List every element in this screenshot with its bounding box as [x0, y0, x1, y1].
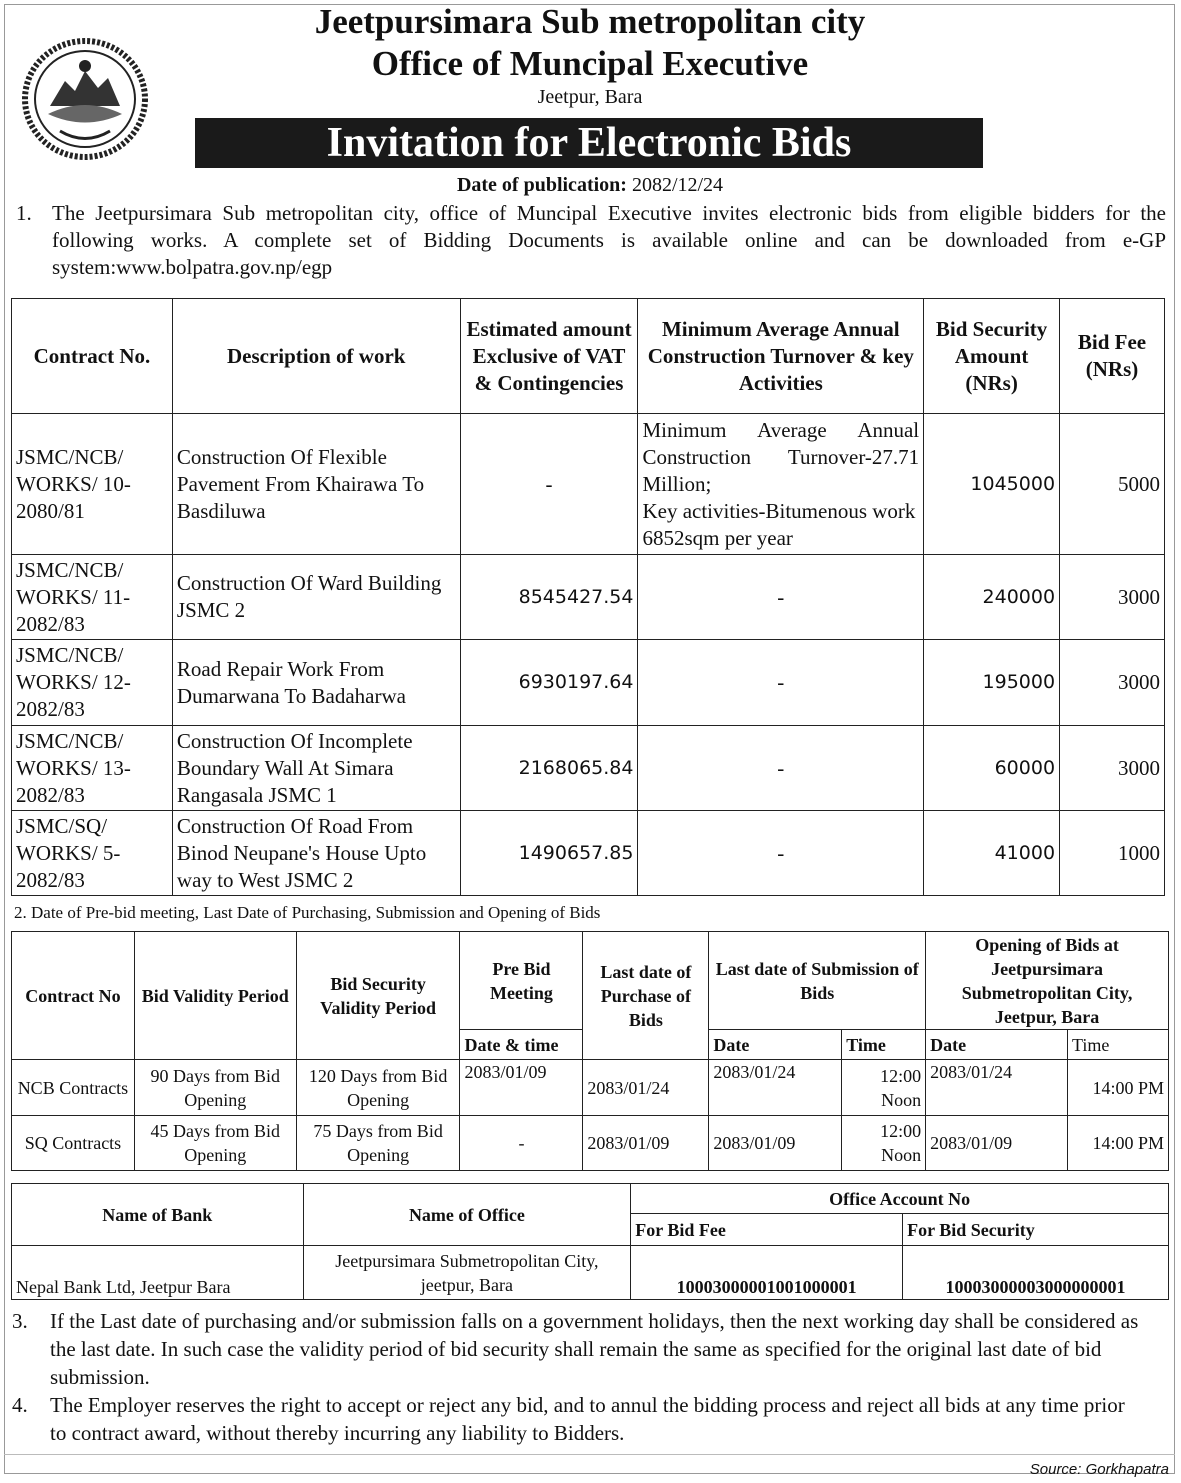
- header-security-account: For Bid Security: [903, 1214, 1169, 1246]
- pre-bid-date: 2083/01/09: [460, 1060, 583, 1116]
- purchase-date: 2083/01/09: [583, 1116, 709, 1171]
- submission-time: 12:00 Noon: [842, 1060, 926, 1116]
- bid-fee: 1000: [1060, 811, 1165, 896]
- section-2-heading: 2. Date of Pre-bid meeting, Last Date of Purchasing, Submission and Opening of Bids: [14, 903, 601, 922]
- office-title: Office of Muncipal Executive: [371, 44, 809, 83]
- bid-security: 1045000: [924, 414, 1060, 555]
- header-date: Date: [926, 1030, 1068, 1060]
- notice-banner: Invitation for Electronic Bids: [195, 118, 983, 168]
- bid-security: 195000: [924, 640, 1060, 726]
- bid-security: 41000: [924, 811, 1060, 896]
- security-validity: 75 Days from Bid Opening: [296, 1116, 460, 1171]
- header-date-time: Date & time: [460, 1030, 583, 1060]
- work-description: Construction Of Flexible Pavement From Khairawa To Basdiluwa: [172, 414, 460, 555]
- header-time: Time: [1068, 1030, 1169, 1060]
- contract-type: SQ Contracts: [12, 1116, 135, 1171]
- publication-date-label: Date of publication:: [456, 174, 627, 196]
- paragraph-text: The Jeetpursimara Sub metropolitan city, office of Muncipal Executive invites electronic bids from eligible bidders for the following works. A complete set of Bidding Documents is available online and can be downloaded from e-GP system:www.bolpatra.gov.np/egp: [52, 201, 1166, 279]
- table-row: [12, 811, 1165, 896]
- submission-date: 2083/01/24: [709, 1060, 842, 1116]
- table-row: [12, 555, 1165, 640]
- source-credit: Source: Gorkhapatra: [1029, 1461, 1169, 1478]
- header-contract-no: Contract No.: [12, 299, 173, 414]
- submission-date: 2083/01/09: [709, 1116, 842, 1171]
- turnover-activities: -: [638, 726, 924, 811]
- emblem-seal-icon: [20, 36, 150, 162]
- header-purchase-date: Last date of Purchase of Bids: [583, 932, 709, 1060]
- turnover-activities: -: [638, 555, 924, 640]
- turnover-requirement: Minimum Average Annual Construction Turnover-27.71 Million;: [642, 417, 920, 496]
- publication-date-value: 2082/12/24: [631, 174, 724, 196]
- header-fee-account: For Bid Fee: [631, 1214, 903, 1246]
- header-description: Description of work: [172, 299, 460, 414]
- opening-date: 2083/01/24: [926, 1060, 1068, 1116]
- security-account-number: 10003000003000000001: [903, 1246, 1169, 1300]
- header-bid-fee: Bid Fee (NRs): [1060, 299, 1165, 414]
- key-activities: Key activities-Bitumenous work 6852sqm per year: [642, 498, 916, 550]
- bid-security: 60000: [924, 726, 1060, 811]
- dates-table: [11, 931, 1169, 1171]
- bid-validity: 45 Days from Bid Opening: [134, 1116, 296, 1171]
- header-date: Date: [709, 1030, 842, 1060]
- table-row: [12, 726, 1165, 811]
- bid-fee: 3000: [1060, 555, 1165, 640]
- security-validity: 120 Days from Bid Opening: [296, 1060, 460, 1116]
- dates-table-header: [12, 932, 1169, 1030]
- bank-table: [11, 1183, 1169, 1300]
- municipality-title: Jeetpursimara Sub metropolitan city: [314, 2, 866, 41]
- header-bank: Name of Bank: [12, 1184, 304, 1246]
- publication-date: [180, 174, 1000, 197]
- header-contract-no: Contract No: [12, 932, 135, 1060]
- table-row: [12, 1246, 1169, 1300]
- paragraph-number: 4.: [12, 1393, 28, 1417]
- works-table: [11, 298, 1165, 896]
- paragraph-text: If the Last date of purchasing and/or submission falls on a government holidays, then the next working day shall be considered as the last date. In such case the validity period of bid security shall remain the same as specified for the original last date of bid submission.: [50, 1309, 1139, 1389]
- bid-fee: 3000: [1060, 726, 1165, 811]
- bank-table-header: [12, 1184, 1169, 1214]
- opening-time: 14:00 PM: [1068, 1060, 1169, 1116]
- work-description: Road Repair Work From Dumarwana To Badaharwa: [172, 640, 460, 726]
- paragraph-1: [16, 200, 1166, 281]
- table-row: [12, 640, 1165, 726]
- header-bid-validity: Bid Validity Period: [134, 932, 296, 1060]
- estimated-amount: 1490657.85: [460, 811, 638, 896]
- paragraph-3: [12, 1307, 1142, 1391]
- header-turnover: Minimum Average Annual Construction Turnover & key Activities: [638, 299, 924, 414]
- contract-no: JSMC/NCB/ WORKS/ 12-2082/83: [12, 640, 173, 726]
- bid-fee: 3000: [1060, 640, 1165, 726]
- source-divider: [4, 1454, 1175, 1455]
- header-estimated-amount: Estimated amount Exclusive of VAT & Contingencies: [460, 299, 638, 414]
- header-submission-date: Last date of Submission of Bids: [709, 932, 926, 1030]
- fee-account-number: 10003000001001000001: [631, 1246, 903, 1300]
- paragraph-4: [12, 1391, 1142, 1447]
- header-bid-security: Bid Security Amount (NRs): [924, 299, 1060, 414]
- opening-date: 2083/01/09: [926, 1116, 1068, 1171]
- contract-no: JSMC/NCB/ WORKS/ 13-2082/83: [12, 726, 173, 811]
- contract-no: JSMC/NCB/ WORKS/ 10-2080/81: [12, 414, 173, 555]
- works-table-header: [12, 299, 1165, 414]
- header-office: Name of Office: [303, 1184, 631, 1246]
- bank-name: Nepal Bank Ltd, Jeetpur Bara: [12, 1246, 304, 1300]
- table-row: [12, 1116, 1169, 1171]
- estimated-amount: -: [460, 414, 638, 555]
- office-name: Jeetpursimara Submetropolitan City, jeetpur, Bara: [303, 1246, 631, 1300]
- header-account: Office Account No: [631, 1184, 1169, 1214]
- turnover-activities: -: [638, 640, 924, 726]
- purchase-date: 2083/01/24: [583, 1060, 709, 1116]
- office-location: Jeetpur, Bara: [537, 86, 643, 108]
- paragraph-text: The Employer reserves the right to accept or reject any bid, and to annul the bidding process and reject all bids at any time prior to contract award, without thereby incurring any liability to Bidders.: [50, 1393, 1125, 1445]
- estimated-amount: 6930197.64: [460, 640, 638, 726]
- submission-time: 12:00 Noon: [842, 1116, 926, 1171]
- work-description: Construction Of Road From Binod Neupane's House Upto way to West JSMC 2: [172, 811, 460, 896]
- estimated-amount: 8545427.54: [460, 555, 638, 640]
- header-time: Time: [842, 1030, 926, 1060]
- contract-type: NCB Contracts: [12, 1060, 135, 1116]
- turnover-activities: [638, 414, 924, 555]
- table-row: [12, 414, 1165, 555]
- turnover-activities: -: [638, 811, 924, 896]
- table-row: [12, 1060, 1169, 1116]
- bid-validity: 90 Days from Bid Opening: [134, 1060, 296, 1116]
- estimated-amount: 2168065.84: [460, 726, 638, 811]
- header-security-validity: Bid Security Validity Period: [296, 932, 460, 1060]
- bid-security: 240000: [924, 555, 1060, 640]
- header-pre-bid: Pre Bid Meeting: [460, 932, 583, 1030]
- work-description: Construction Of Incomplete Boundary Wall At Simara Rangasala JSMC 1: [172, 726, 460, 811]
- contract-no: JSMC/SQ/ WORKS/ 5-2082/83: [12, 811, 173, 896]
- pre-bid-date: -: [460, 1116, 583, 1171]
- work-description: Construction Of Ward Building JSMC 2: [172, 555, 460, 640]
- header-opening: Opening of Bids at Jeetpursimara Submetropolitan City, Jeetpur, Bara: [926, 932, 1169, 1030]
- bid-fee: 5000: [1060, 414, 1165, 555]
- contract-no: JSMC/NCB/ WORKS/ 11-2082/83: [12, 555, 173, 640]
- paragraph-number: 3.: [12, 1309, 28, 1333]
- opening-time: 14:00 PM: [1068, 1116, 1169, 1171]
- paragraph-number: 1.: [16, 201, 32, 225]
